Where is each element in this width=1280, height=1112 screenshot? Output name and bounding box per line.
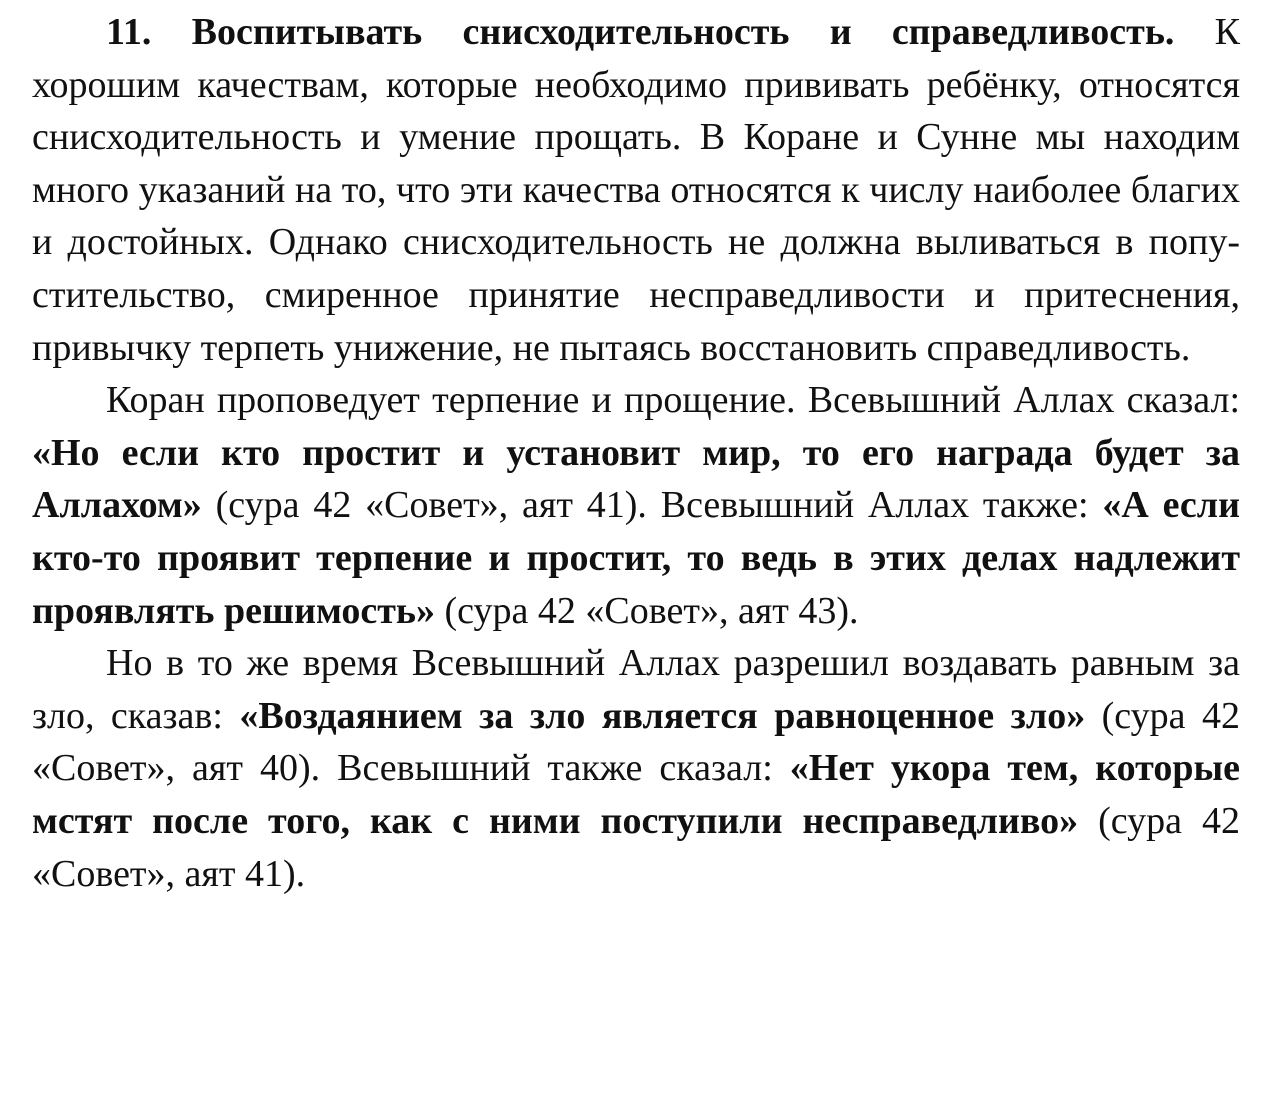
- paragraph-2-intro: Коран проповедует терпение и прощение. Всевышний Аллах сказал:: [106, 379, 1240, 422]
- paragraph-3: [32, 637, 1240, 900]
- document-page: [32, 6, 1240, 900]
- quran-reference-1: (сура 42 «Совет», аят 41). Всевышний Аллах также:: [201, 484, 1103, 527]
- quran-quote-1: «Но если кто простит и установит мир, то его награда будет за Аллахом»: [32, 431, 1240, 527]
- section-paragraph-1: [32, 6, 1240, 374]
- section-heading: 11. Воспитывать снисходительность и справедливость.: [106, 11, 1175, 53]
- paragraph-1-text: К хорошим качествам, которые необходимо прививать ребёнку, относятся снисходительность и умение прощать. В Коране и Сунне мы находим много указаний на то, что эти качества относятся к числу наиболее благих и достойных. Однако снисходительность не должна выливаться в попустительство, смиренное принятие несправедливости и притеснения, привычку терпеть унижение, не пытаясь восстановить справедливость.: [32, 11, 1241, 369]
- quran-quote-3: «Воздаянием за зло является равноценное зло»: [239, 694, 1086, 737]
- paragraph-3-intro: Но в то же время Всевышний Аллах разрешил воздавать равным за зло, сказав:: [32, 642, 1240, 737]
- quran-reference-2: (сура 42 «Совет», аят 43).: [435, 589, 859, 632]
- quran-quote-2: «А если кто-то проявит терпение и простит, то ведь в этих делах надлежит проявлять решимость»: [32, 484, 1241, 632]
- quran-quote-4: «Нет укора тем, которые мстят после того, как с ними поступили несправедливо»: [32, 747, 1241, 842]
- quran-reference-4: (сура 42 «Совет», аят 41).: [32, 799, 1241, 895]
- paragraph-2: [32, 374, 1240, 637]
- quran-reference-3: (сура 42 «Совет», аят 40). Всевышний также сказал:: [32, 694, 1240, 790]
